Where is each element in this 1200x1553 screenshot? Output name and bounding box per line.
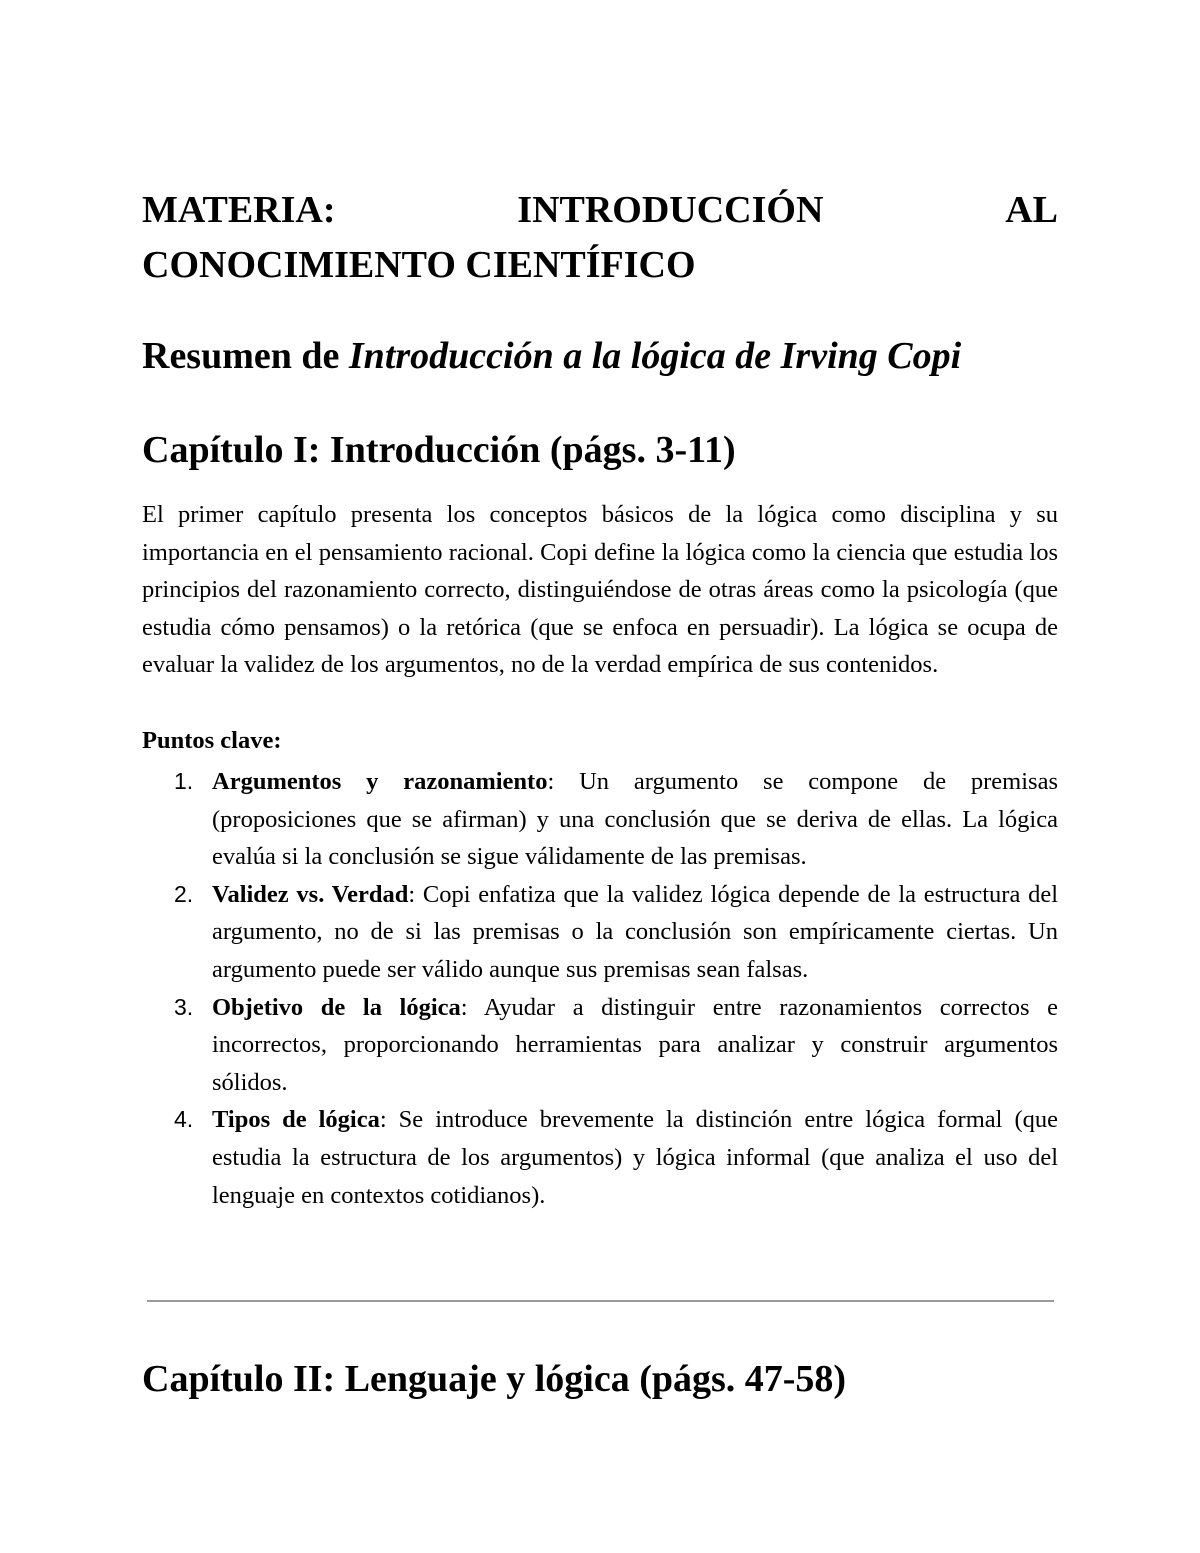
key-point-item bbox=[142, 763, 1058, 876]
key-point-item bbox=[142, 876, 1058, 989]
key-point-text: : Ayudar a distinguir entre razonamientos correctos e incorrectos, proporcionando herramientas para analizar y construir argumentos sólidos. bbox=[212, 993, 1058, 1096]
document-title-prefix: Resumen de bbox=[142, 335, 349, 377]
key-point-text: : Un argumento se compone de premisas (proposiciones que se afirman) y una conclusión que se deriva de ellas. La lógica evalúa si la conclusión se sigue válidamente de las premisas. bbox=[212, 768, 1058, 871]
subject-line-1 bbox=[142, 183, 1058, 238]
key-point-item bbox=[142, 1101, 1058, 1214]
chapter-1-intro-paragraph: El primer capítulo presenta los conceptos básicos de la lógica como disciplina y su importancia en el pensamiento racional. Copi define la lógica como la ciencia que estudia los principios del razonamiento correcto, distinguiéndose de otras áreas como la psicología (que estudia cómo pensamos) o la retórica (que se enfoca en persuadir). La lógica se ocupa de evaluar la validez de los argumentos, no de la verdad empírica de sus contenidos. bbox=[142, 501, 1058, 679]
key-point-number: 3. bbox=[174, 993, 194, 1020]
subject-line-2: CONOCIMIENTO CIENTÍFICO bbox=[142, 244, 696, 286]
chapter-2-title: Capítulo II: Lenguaje y lógica (págs. 47-58) bbox=[142, 1358, 847, 1400]
subject-heading bbox=[142, 183, 1058, 293]
key-point-number: 1. bbox=[174, 768, 194, 794]
document-title bbox=[142, 332, 961, 380]
key-points-list bbox=[142, 763, 1058, 1214]
key-point-item bbox=[142, 989, 1058, 1102]
key-point-term: Objetivo de la lógica bbox=[212, 993, 461, 1021]
key-point-text: : Copi enfatiza que la validez lógica depende de la estructura del argumento, no de si las premisas o la conclusión son empíricamente ciertas. Un argumento puede ser válido aunque sus premisas sean falsas. bbox=[212, 880, 1059, 983]
key-point-term: Argumentos y razonamiento bbox=[212, 768, 548, 795]
subject-word-materia: MATERIA: bbox=[142, 189, 336, 231]
key-point-text: : Se introduce brevemente la distinción entre lógica formal (que estudia la estructura de los argumentos) y lógica informal (que analiza el uso del lenguaje en contextos cotidianos). bbox=[212, 1106, 1058, 1209]
key-point-term: Validez vs. Verdad bbox=[212, 880, 409, 908]
key-points-heading: Puntos clave: bbox=[142, 727, 282, 754]
chapter-1-title: Capítulo I: Introducción (págs. 3-11) bbox=[142, 429, 736, 471]
document-title-book: Introducción a la lógica de Irving Copi bbox=[348, 335, 962, 377]
key-point-number: 4. bbox=[174, 1106, 194, 1133]
horizontal-divider bbox=[147, 1300, 1054, 1302]
subject-word-al: AL bbox=[1005, 189, 1058, 231]
key-point-number: 2. bbox=[174, 880, 194, 907]
key-point-term: Tipos de lógica bbox=[212, 1106, 380, 1134]
subject-word-introduccion: INTRODUCCIÓN bbox=[517, 189, 824, 231]
